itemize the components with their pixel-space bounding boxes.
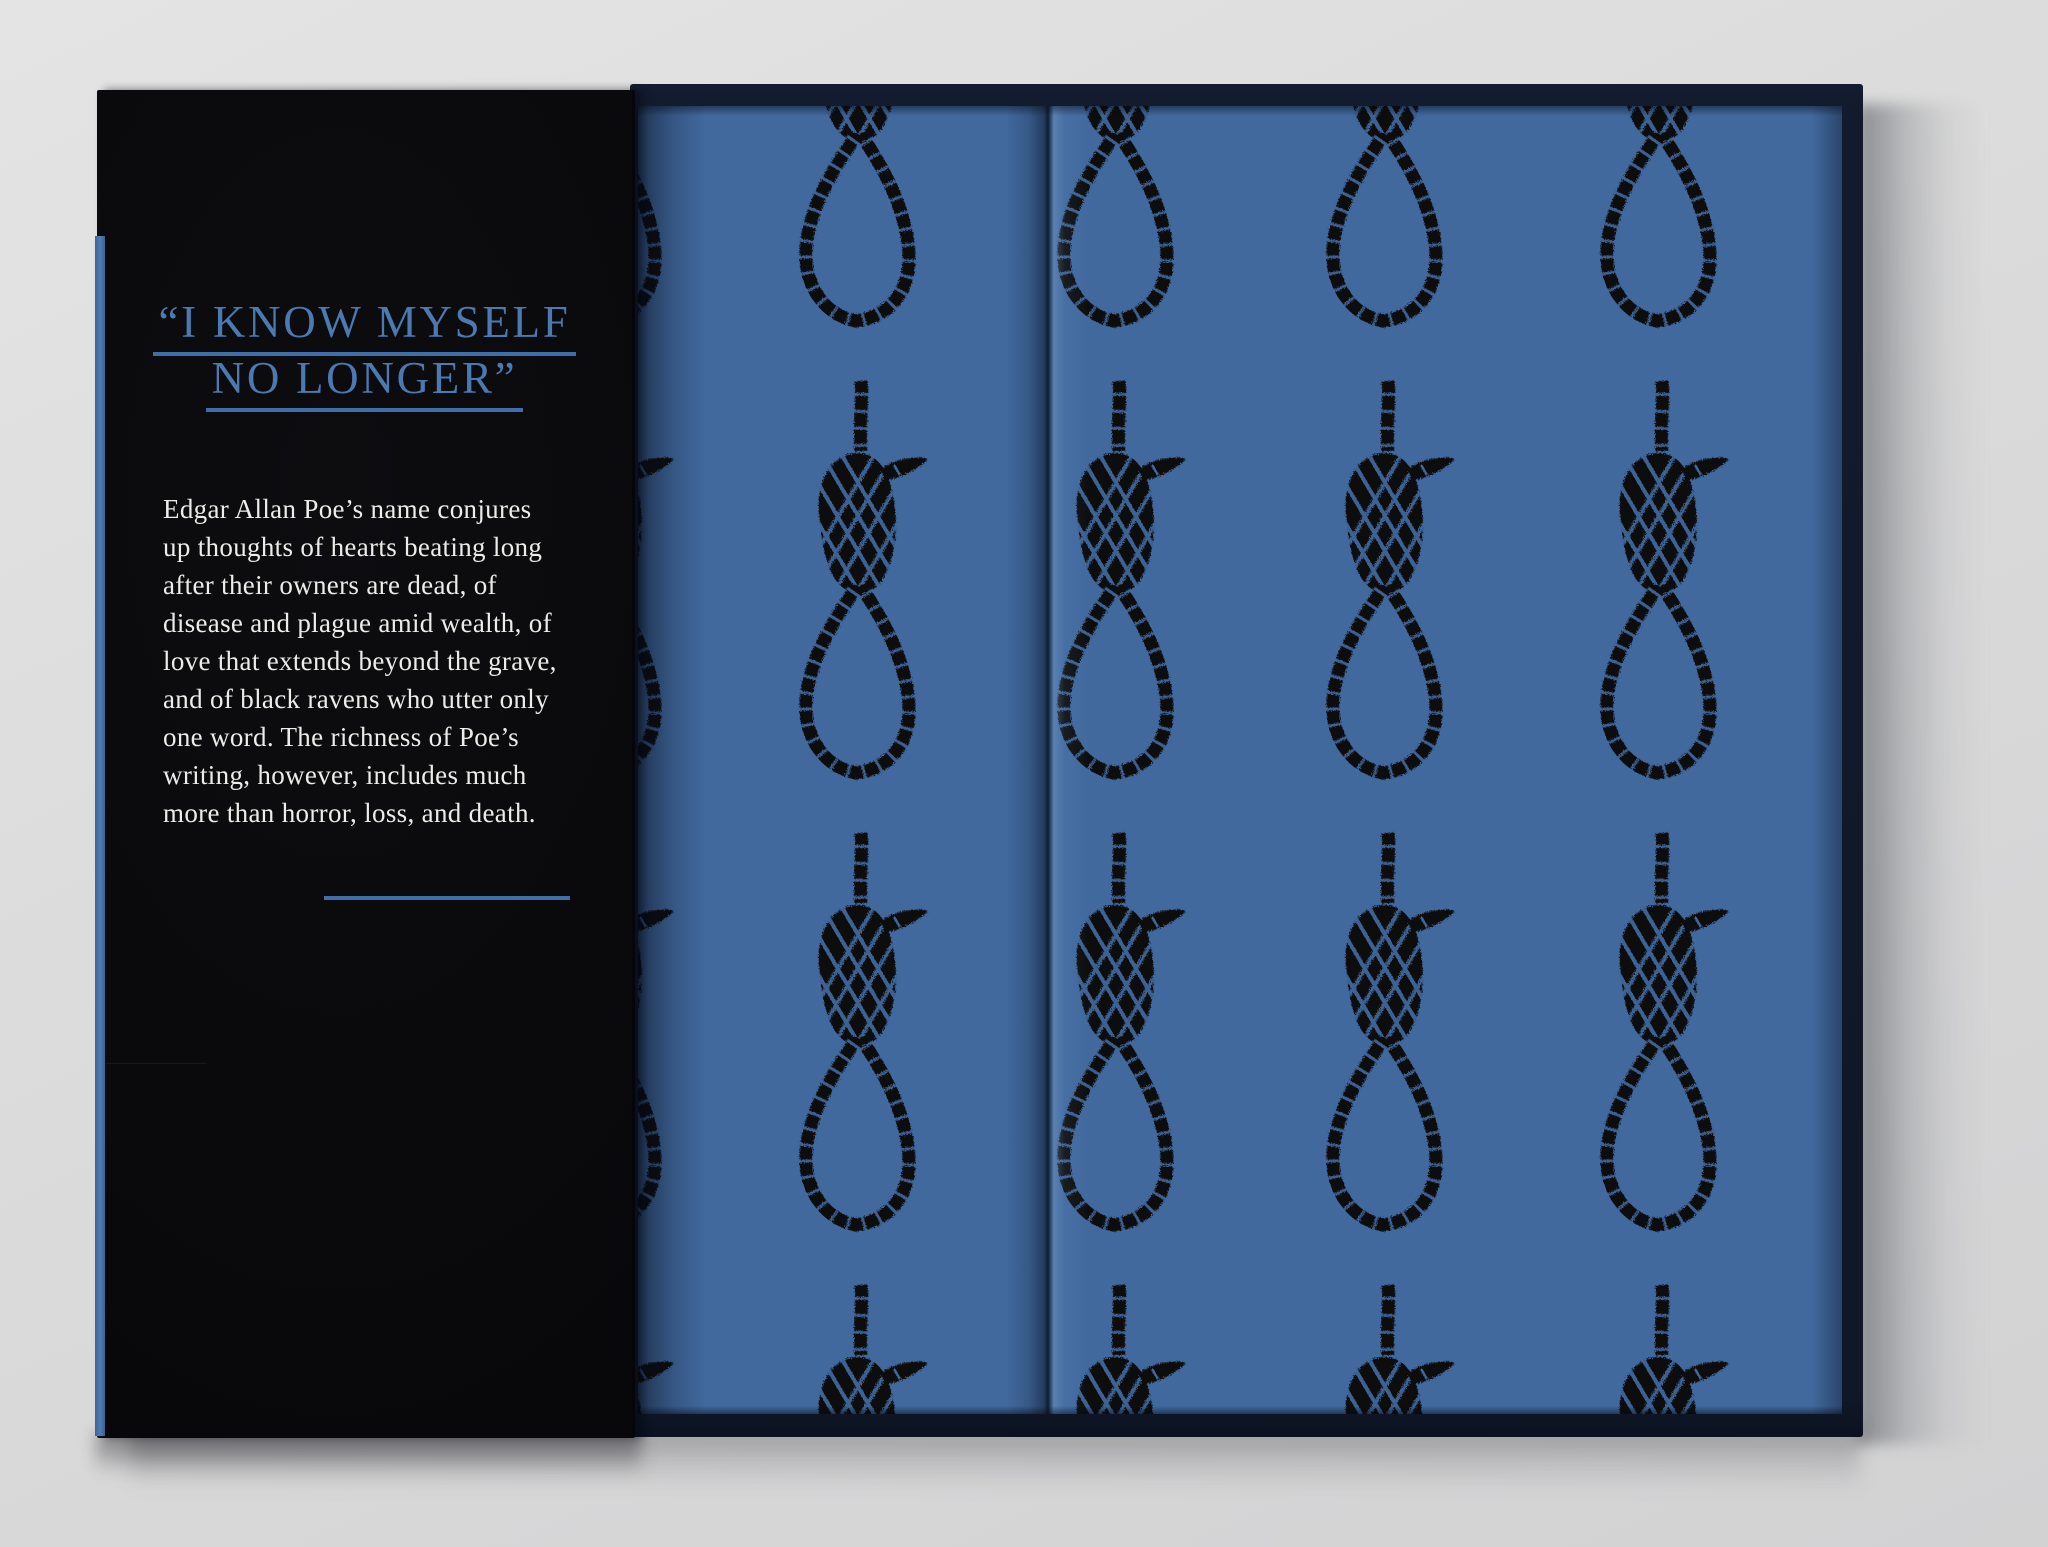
noose-motif [1579, 831, 1739, 1241]
book-shadow-right [1856, 104, 1984, 1444]
endpaper-spread [638, 106, 1842, 1414]
cover-edge-strip [95, 236, 105, 1436]
paragraph-line: and of black ravens who utter only [163, 684, 549, 714]
noose-motif [1305, 1283, 1465, 1414]
noose-motif [778, 831, 938, 1241]
noose-motif [1579, 379, 1739, 789]
flap-shadow-bottom [96, 1434, 641, 1476]
noose-motif [1579, 1283, 1739, 1414]
paragraph-line: disease and plague amid wealth, of [163, 608, 552, 638]
flap-fold-line [97, 1063, 207, 1064]
jacket-flap [97, 90, 635, 1438]
paragraph-line: up thoughts of hearts beating long [163, 532, 543, 562]
paragraph-line: love that extends beyond the grave, [163, 646, 557, 676]
pages-bottom-inner-shadow [638, 1406, 1842, 1414]
flap-title [97, 297, 632, 412]
paragraph-line: one word. The richness of Poe’s [163, 722, 519, 752]
flap-paragraph [163, 490, 557, 832]
flap-title-line2: NO LONGER” [206, 356, 524, 412]
noose-motif [778, 106, 938, 337]
noose-motif [1305, 379, 1465, 789]
page-right-edge-shadow [1812, 106, 1842, 1414]
pages-top-inner-shadow [638, 106, 1842, 116]
noose-motif [1305, 831, 1465, 1241]
flap-cast-shadow [638, 106, 706, 1414]
divider-rule [324, 896, 570, 900]
gutter-fold-shadow [1006, 106, 1090, 1414]
noose-motif [778, 379, 938, 789]
noose-motif [1305, 106, 1465, 337]
paragraph-line: more than horror, loss, and death. [163, 798, 536, 828]
paragraph-line: Edgar Allan Poe’s name conjures [163, 494, 532, 524]
paragraph-line: writing, however, includes much [163, 760, 527, 790]
noose-motif [1579, 106, 1739, 337]
flap-title-line1: “I KNOW MYSELF [153, 300, 577, 356]
paragraph-line: after their owners are dead, of [163, 570, 497, 600]
noose-motif [778, 1283, 938, 1414]
